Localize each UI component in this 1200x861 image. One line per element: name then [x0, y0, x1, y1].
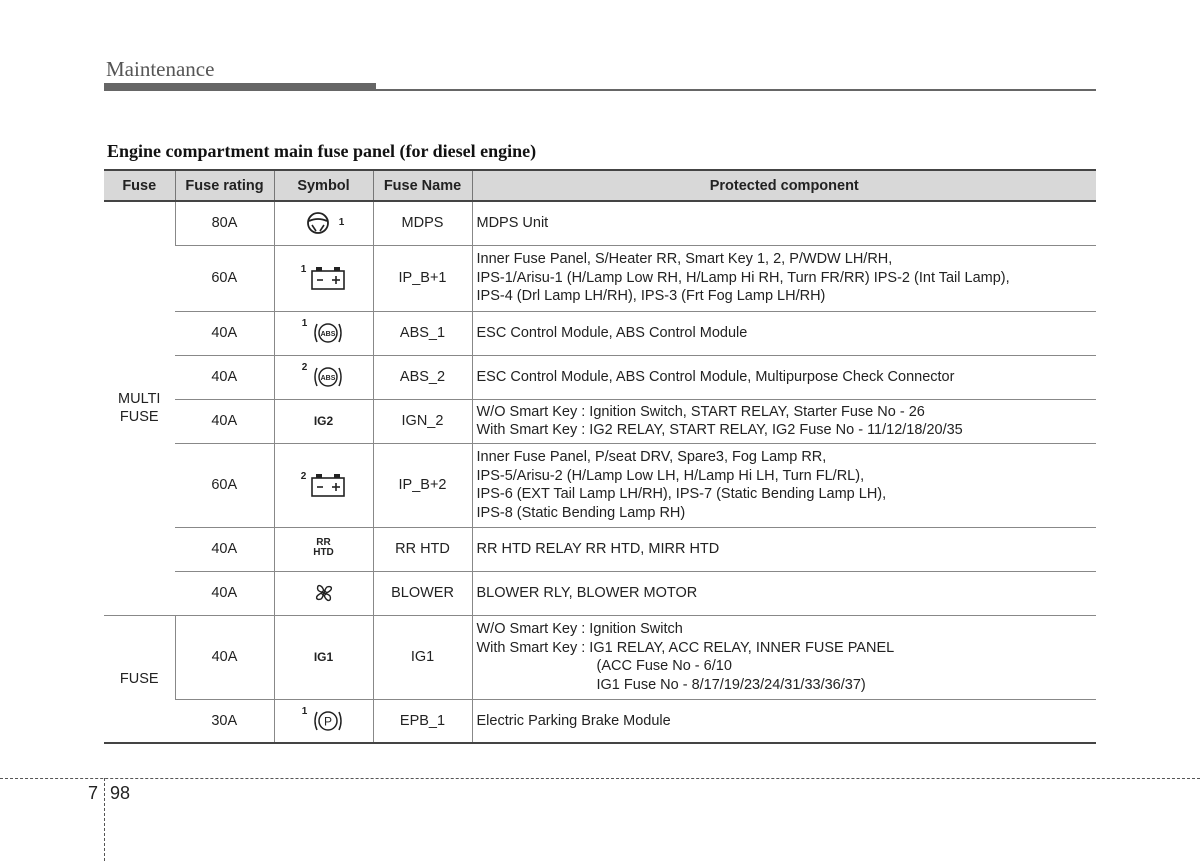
component-line: MDPS Unit [476, 215, 549, 231]
table-row [104, 201, 1096, 245]
parking-brake-label: P [324, 714, 333, 729]
protected-component [472, 245, 1096, 311]
component-line: Electric Parking Brake Module [476, 712, 671, 729]
symbol-text: RR HTD [313, 536, 334, 558]
fuse-rating: 80A [175, 201, 274, 245]
chapter-number: 7 [88, 783, 99, 803]
symbol-index: 2 [300, 471, 307, 482]
protected-component [472, 201, 1096, 245]
fuse-name: MDPS [373, 201, 472, 245]
battery-icon [310, 265, 346, 291]
symbol-index: 2 [301, 362, 308, 373]
fuse-symbol [274, 245, 373, 311]
header-rule [104, 89, 1096, 91]
fuse-rating: 40A [175, 311, 274, 355]
protected-component [472, 443, 1096, 527]
fuse-symbol [274, 571, 373, 615]
component-line: W/O Smart Key : Ignition Switch, START RELAY, Starter Fuse No - 26 [476, 403, 925, 420]
fuse-rating: 40A [175, 527, 274, 571]
page-number: 98 [110, 783, 131, 803]
component-line: W/O Smart Key : Ignition Switch [476, 621, 683, 637]
fuse-group-multi-fuse: MULTI FUSE [104, 201, 175, 615]
component-line: Inner Fuse Panel, S/Heater RR, Smart Key 1, 2, P/WDW LH/RH, [476, 251, 893, 268]
table-row [104, 615, 1096, 699]
fuse-rating: 40A [175, 399, 274, 443]
component-line: IPS-6 (EXT Tail Lamp LH/RH), IPS-7 (Static Bending Lamp LH), [476, 486, 887, 502]
abs-label: ABS [320, 331, 336, 338]
fuse-name: IP_B+1 [373, 245, 472, 311]
battery-icon [310, 472, 346, 498]
symbol-index: 1 [300, 264, 307, 275]
symbol-index: 1 [338, 217, 345, 229]
protected-component [472, 311, 1096, 355]
fuse-rating: 40A [175, 571, 274, 615]
column-header-symbol: Symbol [274, 170, 373, 201]
column-header-protected-component: Protected component [472, 170, 1096, 201]
footer-divider [0, 778, 1200, 779]
table-row [104, 399, 1096, 443]
abs-icon [311, 363, 345, 391]
table-row [104, 245, 1096, 311]
fuse-rating: 40A [175, 615, 274, 699]
fuse-symbol [274, 615, 373, 699]
protected-component [472, 615, 1096, 699]
symbol-index: 1 [301, 705, 308, 717]
steering-wheel-icon [303, 209, 339, 237]
parking-brake-icon [311, 707, 345, 735]
column-header-fuse-name: Fuse Name [373, 170, 472, 201]
protected-component [472, 527, 1096, 571]
fan-icon [312, 581, 336, 605]
symbol-index: 1 [301, 318, 308, 329]
table-title: Engine compartment main fuse panel (for diesel engine) [107, 141, 537, 161]
component-line: BLOWER RLY, BLOWER MOTOR [476, 584, 698, 601]
component-line: ESC Control Module, ABS Control Module [476, 324, 748, 341]
fuse-name: EPB_1 [373, 699, 472, 743]
component-line: With Smart Key : IG1 RELAY, ACC RELAY, INNER FUSE PANEL [476, 639, 895, 656]
fuse-rating: 60A [175, 245, 274, 311]
protected-component [472, 399, 1096, 443]
fuse-rating: 60A [175, 443, 274, 527]
footer-vertical-divider [104, 778, 105, 861]
table-row [104, 571, 1096, 615]
fuse-name: ABS_2 [373, 355, 472, 399]
protected-component [472, 699, 1096, 743]
component-line: ESC Control Module, ABS Control Module, Multipurpose Check Connector [476, 368, 955, 385]
table-row [104, 699, 1096, 743]
component-line: (ACC Fuse No - 6/10 [596, 658, 732, 674]
fuse-name: IP_B+2 [373, 443, 472, 527]
table-header-row [104, 170, 1096, 201]
fuse-name: RR HTD [373, 527, 472, 571]
fuse-rating: 30A [175, 699, 274, 743]
fuse-name: IG1 [373, 615, 472, 699]
table-row [104, 527, 1096, 571]
fuse-rating: 40A [175, 355, 274, 399]
fuse-name: BLOWER [373, 571, 472, 615]
table-row [104, 355, 1096, 399]
table-row [104, 311, 1096, 355]
section-title: Maintenance [106, 57, 215, 81]
symbol-text: IG2 [313, 413, 334, 428]
symbol-text: IG1 [313, 649, 334, 664]
component-line: RR HTD RELAY RR HTD, MIRR HTD [476, 540, 720, 557]
component-line: IPS-1/Arisu-1 (H/Lamp Low RH, H/Lamp Hi RH, Turn FR/RR) IPS-2 (Int Tail Lamp), [476, 269, 1010, 286]
column-header-fuse: Fuse [104, 170, 175, 201]
fuse-symbol [274, 443, 373, 527]
component-line: With Smart Key : IG2 RELAY, START RELAY, IG2 Fuse No - 11/12/18/20/35 [476, 422, 963, 438]
abs-icon [311, 319, 345, 347]
fuse-group-fuse: FUSE [104, 615, 175, 743]
fuse-symbol [274, 311, 373, 355]
component-line: Inner Fuse Panel, P/seat DRV, Spare3, Fog Lamp RR, [476, 449, 827, 465]
component-line: IPS-8 (Static Bending Lamp RH) [476, 504, 686, 521]
fuse-symbol [274, 527, 373, 571]
component-line: IG1 Fuse No - 8/17/19/23/24/31/33/36/37) [596, 676, 866, 693]
component-line: IPS-5/Arisu-2 (H/Lamp Low LH, H/Lamp Hi LH, Turn FL/RL), [476, 467, 865, 484]
abs-label: ABS [320, 375, 336, 382]
protected-component [472, 571, 1096, 615]
fuse-symbol [274, 399, 373, 443]
protected-component [472, 355, 1096, 399]
fuse-name: IGN_2 [373, 399, 472, 443]
fuse-table [104, 169, 1096, 744]
component-line: IPS-4 (Drl Lamp LH/RH), IPS-3 (Frt Fog Lamp LH/RH) [476, 288, 826, 305]
fuse-symbol [274, 201, 373, 245]
column-header-fuse-rating: Fuse rating [175, 170, 274, 201]
fuse-name: ABS_1 [373, 311, 472, 355]
table-row [104, 443, 1096, 527]
fuse-symbol [274, 355, 373, 399]
fuse-symbol [274, 699, 373, 743]
